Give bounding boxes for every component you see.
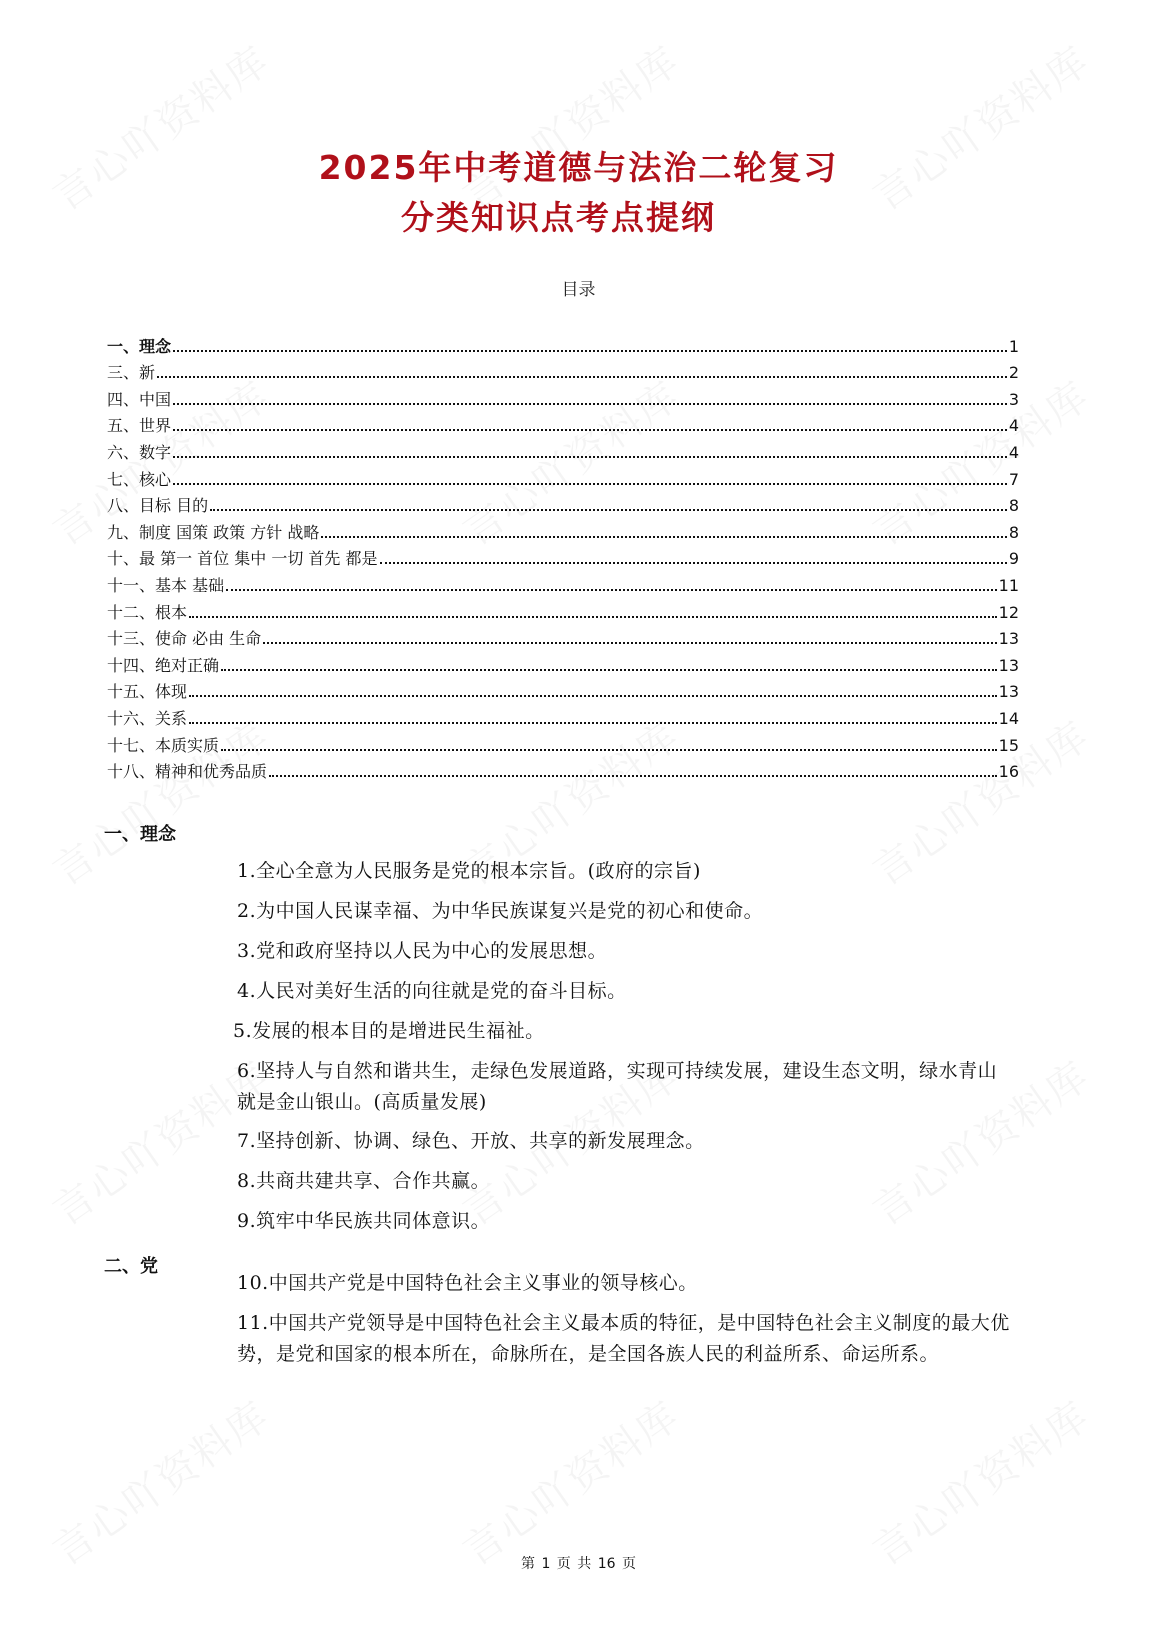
toc-entry[interactable] (107, 463, 1019, 490)
toc-entry-label: 八、目标 目的 (107, 496, 209, 516)
toc-entry-label: 十七、本质实质 (107, 735, 220, 755)
toc-leader (221, 669, 997, 671)
toc-entry-page: 8 (1008, 522, 1019, 542)
page-number-footer: 第 1 页 共 16 页 (521, 1556, 636, 1572)
toc-leader (221, 749, 997, 751)
toc-entry-label: 十五、体现 (107, 682, 188, 702)
list-item: 3.党和政府坚持以人民为中心的发展思想。 (237, 940, 608, 962)
list-item: 7.坚持创新、协调、绿色、开放、共享的新发展理念。 (237, 1130, 705, 1152)
toc-entry[interactable] (107, 676, 1019, 703)
section-heading: 一、理念 (104, 824, 176, 845)
toc-leader (226, 589, 997, 591)
list-item: 5.发展的根本目的是增进民生福祉。 (233, 1020, 545, 1042)
toc-entry-page: 9 (1008, 549, 1019, 569)
watermark (40, 1385, 279, 1576)
toc-entry-label: 十四、绝对正确 (107, 655, 220, 675)
toc-entry[interactable] (107, 596, 1019, 623)
toc-entry-page: 14 (998, 708, 1019, 728)
toc-entry[interactable] (107, 729, 1019, 756)
toc-entry-label: 十三、使命 必由 生命 (107, 629, 262, 649)
toc-entry-label: 十八、精神和优秀品质 (107, 762, 268, 782)
toc-entry-page: 16 (998, 762, 1019, 782)
toc-leader (157, 376, 1007, 378)
toc-entry-label: 四、中国 (107, 389, 172, 409)
toc-entry[interactable] (107, 330, 1019, 357)
toc-entry-page: 4 (1008, 416, 1019, 436)
toc-leader (173, 350, 1007, 352)
toc-leader (173, 456, 1007, 458)
toc-leader (189, 616, 997, 618)
toc-entry[interactable] (107, 516, 1019, 543)
toc-leader (189, 695, 997, 697)
toc-entry[interactable] (107, 756, 1019, 783)
toc-leader (189, 722, 997, 724)
section-heading: 二、党 (104, 1256, 158, 1277)
toc-entry[interactable] (107, 490, 1019, 517)
toc-entry-page: 13 (998, 655, 1019, 675)
toc-entry-label: 七、核心 (107, 469, 172, 489)
toc-entry[interactable] (107, 410, 1019, 437)
watermark (450, 1385, 689, 1576)
document-subtitle: 分类知识点考点提纲 (401, 198, 716, 237)
table-of-contents (107, 330, 1019, 782)
toc-entry-page: 2 (1008, 363, 1019, 383)
toc-leader (173, 403, 1007, 405)
toc-entry[interactable] (107, 543, 1019, 570)
list-item: 2.为中国人民谋幸福、为中华民族谋复兴是党的初心和使命。 (237, 900, 764, 922)
list-item: 6.坚持人与自然和谐共生，走绿色发展道路，实现可持续发展，建设生态文明，绿水青山就是金山银山。(高质量发展) (237, 1060, 998, 1113)
toc-leader (321, 536, 1006, 538)
toc-entry-label: 十二、根本 (107, 602, 188, 622)
list-item: 1.全心全意为人民服务是党的根本宗旨。(政府的宗旨) (237, 860, 701, 882)
toc-entry-page: 15 (998, 735, 1019, 755)
toc-entry[interactable] (107, 436, 1019, 463)
toc-entry[interactable] (107, 623, 1019, 650)
toc-entry-label: 十、最 第一 首位 集中 一切 首先 都是 (107, 549, 378, 569)
toc-leader (380, 562, 1007, 564)
toc-entry[interactable] (107, 569, 1019, 596)
toc-entry-page: 13 (998, 682, 1019, 702)
toc-leader (263, 642, 996, 644)
toc-entry[interactable] (107, 649, 1019, 676)
toc-entry-page: 4 (1008, 442, 1019, 462)
toc-entry-label: 六、数字 (107, 442, 172, 462)
toc-entry-label: 三、新 (107, 363, 156, 383)
toc-entry-page: 3 (1008, 389, 1019, 409)
toc-entry-page: 8 (1008, 496, 1019, 516)
list-item: 9.筑牢中华民族共同体意识。 (237, 1210, 491, 1232)
toc-entry-page: 13 (998, 629, 1019, 649)
document-title: 2025年中考道德与法治二轮复习 (318, 148, 839, 187)
watermark (860, 1385, 1099, 1576)
toc-entry-label: 十一、基本 基础 (107, 575, 225, 595)
list-item: 10.中国共产党是中国特色社会主义事业的领导核心。 (237, 1272, 698, 1294)
list-item: 8.共商共建共享、合作共赢。 (237, 1170, 491, 1192)
toc-entry-label: 一、理念 (107, 336, 172, 356)
toc-entry-page: 12 (998, 602, 1019, 622)
toc-entry[interactable] (107, 702, 1019, 729)
toc-entry-page: 1 (1008, 336, 1019, 356)
toc-entry[interactable] (107, 357, 1019, 384)
toc-leader (173, 483, 1007, 485)
toc-leader (269, 775, 997, 777)
list-item: 4.人民对美好生活的向往就是党的奋斗目标。 (237, 980, 627, 1002)
toc-entry-page: 11 (998, 575, 1019, 595)
toc-leader (210, 509, 1007, 511)
toc-leader (173, 429, 1007, 431)
toc-entry[interactable] (107, 383, 1019, 410)
toc-entry-label: 九、制度 国策 政策 方针 战略 (107, 522, 320, 542)
list-item: 11.中国共产党领导是中国特色社会主义最本质的特征，是中国特色社会主义制度的最大优势，是党和国家的根本所在，命脉所在，是全国各族人民的利益所系、命运所系。 (237, 1312, 1010, 1365)
toc-entry-page: 7 (1008, 469, 1019, 489)
toc-entry-label: 十六、关系 (107, 708, 188, 728)
toc-entry-label: 五、世界 (107, 416, 172, 436)
toc-heading: 目录 (561, 280, 596, 300)
